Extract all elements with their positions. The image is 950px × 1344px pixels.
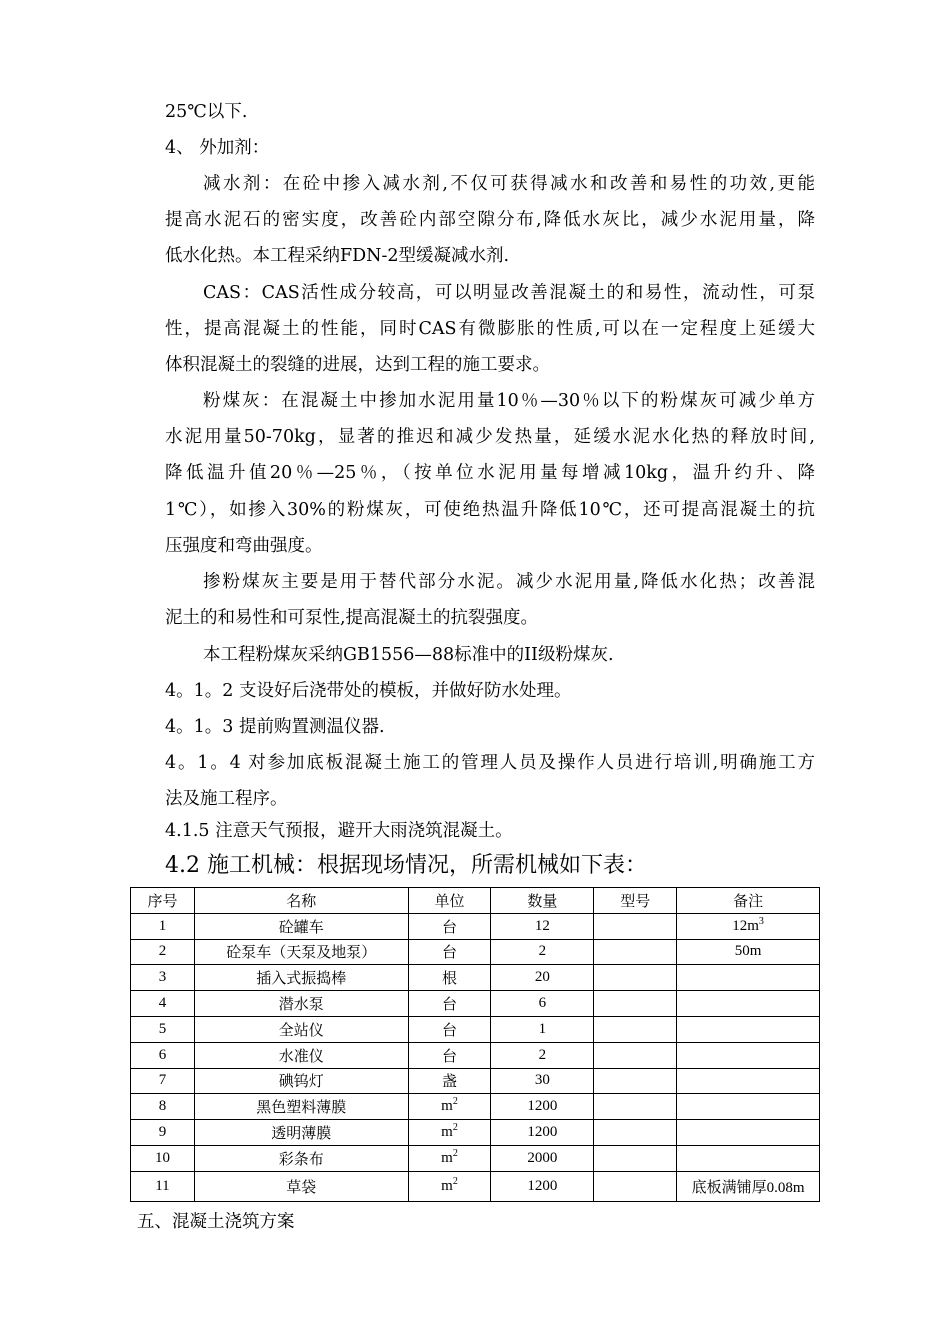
- cell-name: [194, 1042, 408, 1068]
- table-row: [131, 1120, 820, 1146]
- item-4-1-2: 4。1。2 支设好后浇带处的模板，并做好防水处理。: [165, 681, 572, 701]
- cell-name-text: 草袋: [286, 1179, 317, 1196]
- cell-no-text: 8: [158, 1098, 167, 1115]
- cell-note-text: 底板满铺厚0.08m: [691, 1179, 805, 1196]
- header-name: 名称: [194, 888, 408, 914]
- item-4-1-3: 4。1。3 提前购置测温仪器.: [165, 717, 385, 737]
- cell-no: [131, 1068, 195, 1094]
- table-header-row: [131, 888, 820, 914]
- cell-no-text: 7: [158, 1072, 167, 1089]
- paragraph-cas-line2: 性，提高混凝土的性能，同时CAS有微膨胀的性质,可以在一定程度上延缓大: [165, 319, 815, 339]
- cell-qty-text: 12: [534, 917, 550, 934]
- cell-unit: [408, 1042, 491, 1068]
- cell-unit-text: m: [441, 1098, 453, 1115]
- paragraph-cas-line1: CAS：CAS活性成分较高，可以明显改善混凝土的和易性，流动性，可泵: [203, 283, 815, 303]
- cell-no: [131, 1145, 195, 1171]
- header-qty: 数量: [491, 888, 594, 914]
- cell-unit: [408, 913, 491, 939]
- cell-no-text: 10: [154, 1149, 170, 1166]
- table-row: [131, 1016, 820, 1042]
- paragraph-cas-line3: 体积混凝土的裂缝的进展，达到工程的施工要求。: [165, 355, 550, 375]
- cell-qty: [491, 939, 594, 965]
- cell-note: [677, 991, 820, 1017]
- cell-name: [194, 1068, 408, 1094]
- cell-qty-text: 6: [538, 995, 547, 1012]
- cell-model: [594, 1120, 677, 1146]
- paragraph-flyash-line3: 降低温升值20％—25％，（按单位水泥用量每增减10kg，温升约升、降: [165, 463, 815, 483]
- cell-note: [677, 1068, 820, 1094]
- cell-unit-text: m: [441, 1177, 453, 1194]
- cell-note: [677, 1042, 820, 1068]
- table-row: [131, 1171, 820, 1201]
- paragraph-flyash-purpose-line2: 泥土的和易性和可泵性,提高混凝土的抗裂强度。: [165, 608, 539, 628]
- cell-no-text: 2: [158, 943, 167, 960]
- paragraph-flyash-line2: 水泥用量50-70kg，显著的推迟和减少发热量，延缓水泥水化热的释放时间,: [165, 427, 815, 447]
- cell-unit-superscript: 2: [452, 1122, 458, 1134]
- cell-model: [594, 991, 677, 1017]
- cell-name: [194, 939, 408, 965]
- cell-model: [594, 1042, 677, 1068]
- cell-qty-text: 2: [538, 943, 547, 960]
- table-row: [131, 913, 820, 939]
- paragraph-water-reducer-line3: 低水化热。本工程采纳FDN-2型缓凝减水剂.: [165, 246, 510, 266]
- cell-unit-superscript: 2: [452, 1175, 458, 1187]
- cell-name: [194, 1016, 408, 1042]
- cell-no: [131, 965, 195, 991]
- paragraph-flyash-line1: 粉煤灰：在混凝土中掺加水泥用量10％—30％以下的粉煤灰可减少单方: [203, 391, 815, 411]
- cell-unit-text: 台: [441, 1048, 457, 1065]
- cell-no-text: 9: [158, 1124, 167, 1141]
- cell-no: [131, 1171, 195, 1201]
- cell-unit: [408, 965, 491, 991]
- cell-model: [594, 1145, 677, 1171]
- cell-unit: [408, 1120, 491, 1146]
- cell-name-text: 水准仪: [278, 1048, 324, 1065]
- cell-name: [194, 913, 408, 939]
- cell-no-text: 1: [158, 917, 167, 934]
- cell-model: [594, 1016, 677, 1042]
- cell-note-text: 50m: [734, 943, 762, 960]
- cell-model: [594, 1068, 677, 1094]
- list-heading-additives: 4、 外加剂：: [165, 138, 270, 158]
- cell-model: [594, 1171, 677, 1201]
- cell-name: [194, 965, 408, 991]
- section-heading-5: 五、混凝土浇筑方案: [137, 1212, 295, 1232]
- header-no: 序号: [131, 888, 195, 914]
- header-note: 备注: [677, 888, 820, 914]
- header-model: 型号: [594, 888, 677, 914]
- cell-unit-superscript: 2: [452, 1147, 458, 1159]
- table-row: [131, 1042, 820, 1068]
- cell-name: [194, 1094, 408, 1120]
- cell-no: [131, 939, 195, 965]
- cell-qty-text: 20: [534, 969, 550, 986]
- header-unit: 单位: [408, 888, 491, 914]
- paragraph-flyash-line5: 压强度和弯曲强度。: [165, 536, 323, 556]
- table-row: [131, 1068, 820, 1094]
- cell-unit: [408, 1145, 491, 1171]
- cell-no: [131, 1120, 195, 1146]
- cell-unit-text: m: [441, 1149, 453, 1166]
- cell-unit: [408, 991, 491, 1017]
- cell-model: [594, 965, 677, 991]
- cell-unit-text: 台: [441, 1022, 457, 1039]
- cell-note: [677, 965, 820, 991]
- cell-qty: [491, 1120, 594, 1146]
- cell-unit: [408, 1094, 491, 1120]
- cell-note-text: 12m: [732, 917, 759, 934]
- cell-qty: [491, 1094, 594, 1120]
- cell-note: [677, 939, 820, 965]
- cell-no-text: 6: [158, 1046, 167, 1063]
- cell-no-text: 3: [158, 969, 167, 986]
- item-4-1-5: 4.1.5 注意天气预报，避开大雨浇筑混凝土。: [165, 821, 513, 841]
- cell-name-text: 全站仪: [278, 1022, 324, 1039]
- table-row: [131, 1145, 820, 1171]
- paragraph-water-reducer-line1: 减水剂：在砼中掺入减水剂,不仅可获得减水和改善和易性的功效,更能: [203, 174, 815, 194]
- cell-no: [131, 1094, 195, 1120]
- cell-unit-text: 根: [441, 971, 457, 988]
- paragraph-text: 25℃以下.: [165, 102, 248, 122]
- cell-name: [194, 991, 408, 1017]
- cell-unit-text: 台: [441, 945, 457, 962]
- cell-name-text: 碘钨灯: [278, 1074, 324, 1091]
- cell-no: [131, 913, 195, 939]
- cell-note: [677, 1120, 820, 1146]
- paragraph-flyash-purpose-line1: 掺粉煤灰主要是用于替代部分水泥。减少水泥用量,降低水化热；改善混: [203, 572, 815, 592]
- cell-qty-text: 1200: [527, 1098, 558, 1115]
- cell-no: [131, 1016, 195, 1042]
- table-row: [131, 991, 820, 1017]
- cell-qty-text: 2000: [527, 1149, 558, 1166]
- item-4-1-4-line1: 4。1。4 对参加底板混凝土施工的管理人员及操作人员进行培训,明确施工方: [165, 753, 815, 773]
- cell-note: [677, 1171, 820, 1201]
- cell-qty: [491, 1016, 594, 1042]
- paragraph-flyash-standard: 本工程粉煤灰采纳GB1556—88标准中的II级粉煤灰.: [203, 645, 614, 665]
- cell-qty: [491, 991, 594, 1017]
- cell-note: [677, 1016, 820, 1042]
- cell-unit-text: 盏: [441, 1074, 457, 1091]
- cell-name-text: 黑色塑料薄膜: [256, 1100, 347, 1117]
- cell-name-text: 插入式振捣棒: [256, 971, 347, 988]
- cell-qty-text: 1200: [527, 1177, 558, 1194]
- cell-no: [131, 991, 195, 1017]
- cell-note: [677, 913, 820, 939]
- cell-no-text: 5: [158, 1020, 167, 1037]
- item-4-1-4-line2: 法及施工程序。: [165, 789, 288, 809]
- cell-unit: [408, 1068, 491, 1094]
- cell-model: [594, 1094, 677, 1120]
- cell-qty: [491, 1042, 594, 1068]
- cell-qty: [491, 965, 594, 991]
- cell-qty: [491, 1145, 594, 1171]
- table-row: [131, 1094, 820, 1120]
- paragraph-flyash-line4: 1℃），如掺入30%的粉煤灰，可使绝热温升降低10℃，还可提高混凝土的抗: [165, 500, 815, 520]
- cell-name-text: 砼罐车: [278, 919, 324, 936]
- cell-qty-text: 1: [538, 1020, 547, 1037]
- table-row: [131, 939, 820, 965]
- cell-unit-text: 台: [441, 997, 457, 1014]
- cell-name-text: 透明薄膜: [271, 1126, 332, 1143]
- cell-name: [194, 1171, 408, 1201]
- cell-unit-text: 台: [441, 919, 457, 936]
- cell-qty: [491, 1171, 594, 1201]
- cell-note: [677, 1145, 820, 1171]
- cell-qty-text: 30: [534, 1072, 550, 1089]
- cell-model: [594, 913, 677, 939]
- paragraph-water-reducer-line2: 提高水泥石的密实度，改善砼内部空隙分布,降低水灰比，减少水泥用量，降: [165, 210, 815, 230]
- cell-no-text: 4: [158, 995, 167, 1012]
- cell-name-text: 彩条布: [278, 1151, 324, 1168]
- cell-note-superscript: 3: [758, 915, 764, 927]
- cell-note: [677, 1094, 820, 1120]
- cell-name-text: 砼泵车（天泵及地泵）: [226, 945, 377, 962]
- cell-qty-text: 2: [538, 1046, 547, 1063]
- section-heading-4-2: 4.2 施工机械：根据现场情况，所需机械如下表：: [165, 853, 647, 878]
- cell-no-text: 11: [155, 1177, 170, 1194]
- cell-unit-text: m: [441, 1124, 453, 1141]
- cell-qty: [491, 1068, 594, 1094]
- cell-unit: [408, 1016, 491, 1042]
- cell-no: [131, 1042, 195, 1068]
- cell-name-text: 潜水泵: [278, 997, 324, 1014]
- cell-unit: [408, 939, 491, 965]
- cell-model: [594, 939, 677, 965]
- cell-qty: [491, 913, 594, 939]
- cell-name: [194, 1120, 408, 1146]
- cell-unit: [408, 1171, 491, 1201]
- cell-unit-superscript: 2: [452, 1096, 458, 1108]
- cell-name: [194, 1145, 408, 1171]
- machinery-table: [130, 887, 820, 1202]
- table-row: [131, 965, 820, 991]
- cell-qty-text: 1200: [527, 1124, 558, 1141]
